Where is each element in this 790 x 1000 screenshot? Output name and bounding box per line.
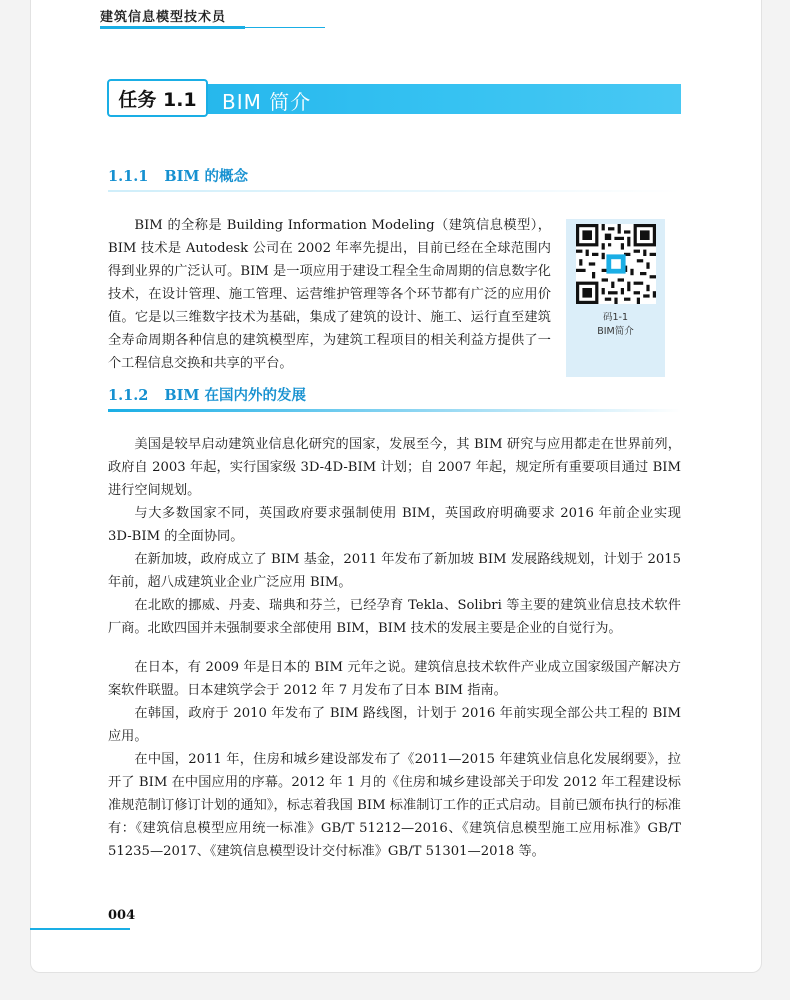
section-title: BIM 在国内外的发展 bbox=[164, 387, 307, 404]
section-number: 1.1.1 bbox=[108, 168, 149, 185]
section-number: 1.1.2 bbox=[108, 387, 149, 404]
section-heading-1-1-1 bbox=[108, 165, 248, 186]
paragraph: 在新加坡，政府成立了 BIM 基金，2011 年发布了新加坡 BIM 发展路线规划，计划于 2015 年前，超八成建筑业企业广泛应用 BIM。 bbox=[108, 552, 681, 590]
page-number: 004 bbox=[108, 908, 136, 923]
paragraph: 在北欧的挪威、丹麦、瑞典和芬兰，已经孕育 Tekla、Solibri 等主要的建筑业信息技术软件厂商。北欧四国并未强制要求全部使用 BIM，BIM 技术的发展主要是企业的自觉行为。 bbox=[108, 598, 681, 636]
paragraph: BIM 的全称是 Building Information Modeling（建筑信息模型），BIM 技术是 Autodesk 公司在 2002 年率先提出，目前已经在全球范围内得到业界的广泛认可。BIM 是一项应用于建设工程全生命周期的信息数字化技术，在设计管理、施工管理、运营维护管理等各个环节都有广泛的应用价值。它是以三维数字技术为基础，集成了建筑的设计、施工、运行直至建筑全寿命周期各种信息的建筑模型库，为建筑工程项目的相关利益方提供了一个工程信息交换和共享的平台。 bbox=[108, 218, 551, 371]
header-rule-thin bbox=[100, 27, 325, 28]
footer-rule bbox=[30, 928, 130, 930]
paragraph: 在中国，2011 年，住房和城乡建设部发布了《2011—2015 年建筑业信息化发展纲要》，拉开了 BIM 在中国应用的序幕。2012 年 1 月的《住房和城乡建设部关于印发 2012 年工程建设标准规范制订修订计划的通知》，标志着我国 BIM 标准制订工作的正式启动。目前已颁布执行的标准有：《建筑信息模型应用统一标准》GB/T 51212—2016、《建筑信息模型施工应用标准》GB/T 51235—2017、《建筑信息模型设计交付标准》GB/T 51301—2018 等。 bbox=[108, 752, 681, 859]
paragraph: 美国是较早启动建筑业信息化研究的国家，发展至今，其 BIM 研究与应用都走在世界前列，政府自 2003 年起，实行国家级 3D-4D-BIM 计划；自 2007 年起，规定所有重要项目通过 BIM 进行空间规划。 bbox=[108, 437, 681, 498]
paragraph: 在韩国，政府于 2010 年发布了 BIM 路线图，计划于 2016 年前实现全部公共工程的 BIM 应用。 bbox=[108, 706, 681, 744]
qr-code-icon[interactable] bbox=[576, 224, 656, 304]
section-rule bbox=[108, 409, 681, 412]
section-rule bbox=[108, 190, 681, 192]
qr-panel bbox=[566, 219, 665, 377]
task-label: 任务 1.1 bbox=[107, 79, 208, 117]
qr-caption-code: 码1-1 bbox=[602, 312, 629, 323]
qr-caption-title: BIM简介 bbox=[597, 326, 634, 337]
section-title: BIM 的概念 bbox=[164, 168, 249, 185]
paragraph: 与大多数国家不同，英国政府要求强制使用 BIM，英国政府明确要求 2016 年前企业实现 3D-BIM 的全面协同。 bbox=[108, 506, 681, 544]
paragraph: 在日本，有 2009 年是日本的 BIM 元年之说。建筑信息技术软件产业成立国家级国产解决方案软件联盟。日本建筑学会于 2012 年 7 月发布了日本 BIM 指南。 bbox=[108, 660, 681, 698]
task-title: BIM 简介 bbox=[222, 90, 312, 114]
section-heading-1-1-2 bbox=[108, 384, 306, 405]
running-header-title: 建筑信息模型技术员 bbox=[100, 10, 227, 25]
qr-caption bbox=[566, 311, 665, 339]
